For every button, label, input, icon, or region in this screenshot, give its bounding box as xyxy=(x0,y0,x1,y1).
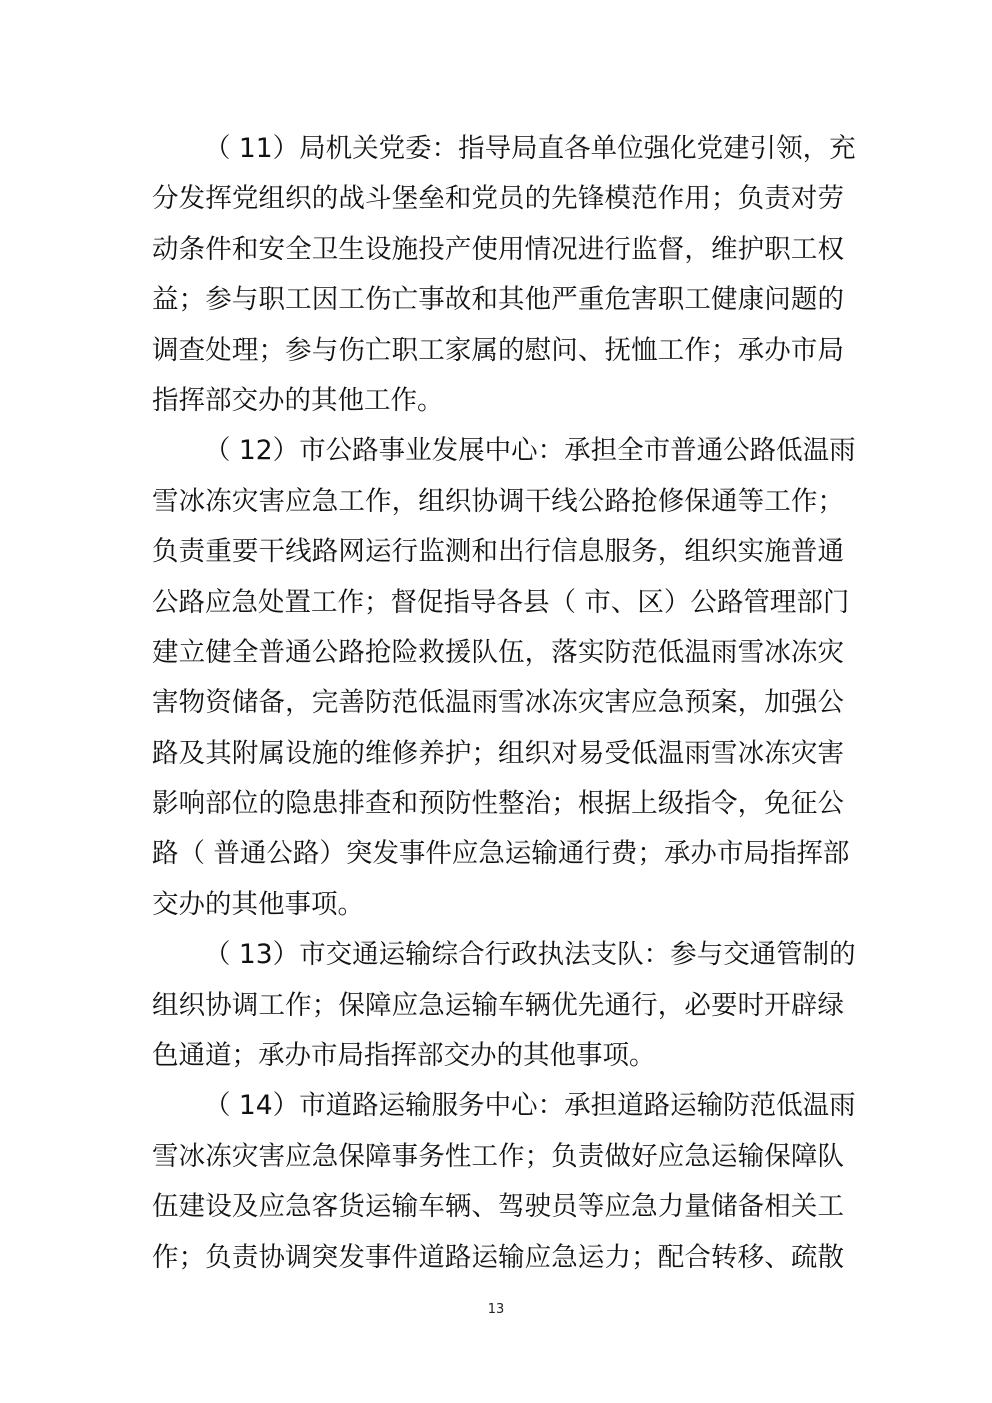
document-body xyxy=(152,124,856,1283)
text-line: 组织协调工作；保障应急运输车辆优先通行，必要时开辟绿 xyxy=(152,989,844,1021)
text-line: 雪冰冻灾害应急保障事务性工作；负责做好应急运输保障队 xyxy=(152,1140,844,1172)
text-line: 作；负责协调突发事件道路运输应急运力；配合转移、疏散 xyxy=(152,1241,844,1273)
text-line: 害物资储备，完善防范低温雨雪冰冻灾害应急预案，加强公 xyxy=(152,687,844,719)
text-line: 路及其附属设施的维修养护；组织对易受低温雨雪冰冻灾害 xyxy=(152,737,844,769)
text-line: （ 14）市道路运输服务中心：承担道路运输防范低温雨 xyxy=(204,1090,856,1122)
text-line: （ 11）局机关党委：指导局直各单位强化党建引领，充 xyxy=(204,133,856,164)
text-line: （ 12）市公路事业发展中心：承担全市普通公路低温雨 xyxy=(204,435,856,467)
paragraph-12 xyxy=(152,426,856,930)
text-line: （ 13）市交通运输综合行政执法支队：参与交通管制的 xyxy=(204,939,856,971)
text-line: 路（ 普通公路）突发事件应急运输通行费；承办市局指挥部 xyxy=(152,838,850,870)
text-line: 雪冰冻灾害应急工作，组织协调干线公路抢修保通等工作； xyxy=(152,485,844,517)
text-line: 分发挥党组织的战斗堡垒和党员的先锋模范作用；负责对劳 xyxy=(152,183,844,215)
text-line: 色通道；承办市局指挥部交办的其他事项。 xyxy=(152,1040,656,1072)
paragraph-14 xyxy=(152,1081,856,1283)
text-line: 负责重要干线路网运行监测和出行信息服务，组织实施普通 xyxy=(152,536,844,568)
page-number: 13 xyxy=(487,1302,505,1317)
text-line: 调查处理；参与伤亡职工家属的慰问、抚恤工作；承办市局 xyxy=(152,334,844,366)
text-line: 动条件和安全卫生设施投产使用情况进行监督，维护职工权 xyxy=(152,233,844,265)
text-line: 指挥部交办的其他工作。 xyxy=(152,384,444,416)
paragraph-11 xyxy=(152,124,856,426)
paragraph-13 xyxy=(152,930,856,1081)
text-line: 影响部位的隐患排查和预防性整治；根据上级指令，免征公 xyxy=(152,788,844,820)
text-line: 公路应急处置工作；督促指导各县（ 市、区）公路管理部门 xyxy=(152,586,850,618)
text-line: 益；参与职工因工伤亡事故和其他严重危害职工健康问题的 xyxy=(152,284,844,316)
text-line: 建立健全普通公路抢险救援队伍，落实防范低温雨雪冰冻灾 xyxy=(152,636,844,668)
text-line: 伍建设及应急客货运输车辆、驾驶员等应急力量储备相关工 xyxy=(152,1191,844,1223)
text-line: 交办的其他事项。 xyxy=(152,888,364,920)
